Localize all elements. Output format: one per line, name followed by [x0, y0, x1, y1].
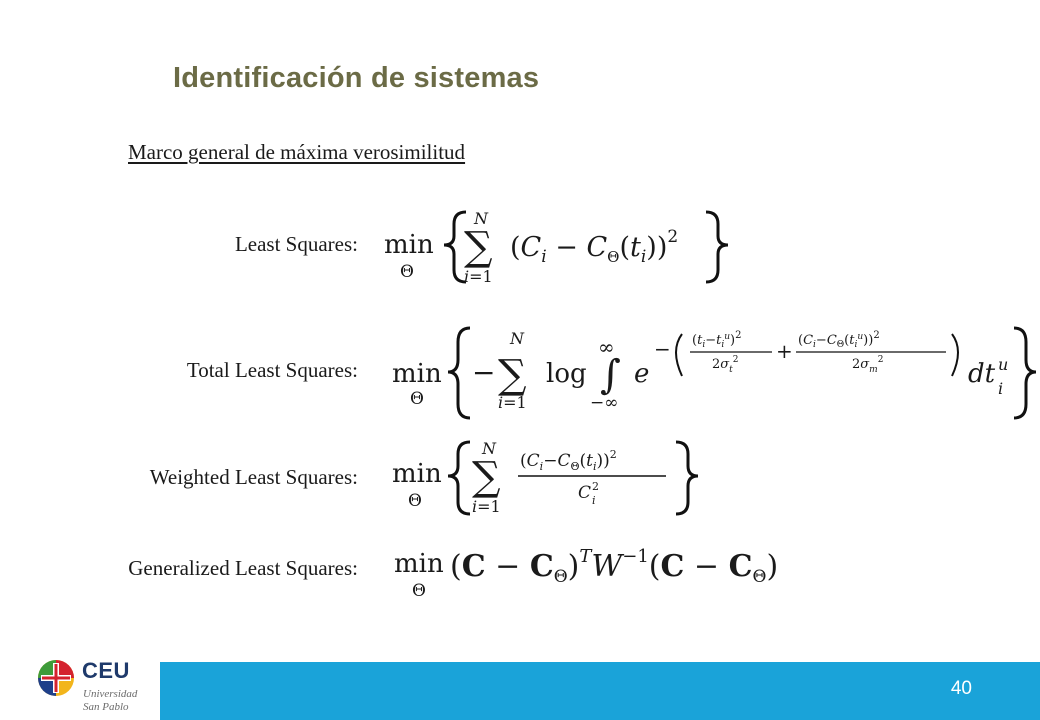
- svg-text:−: −: [472, 356, 496, 389]
- svg-text:(C − CΘ)TW−1(C − CΘ): $(C - C_\Theta)^TW^{-1}(C - C_\Theta)$: [450, 546, 779, 587]
- svg-text:min: min: [392, 459, 442, 489]
- svg-text:log: log: [546, 359, 587, 389]
- weighted-least-squares-formula: [390, 434, 710, 524]
- svg-text:Θ: Θ: [412, 581, 426, 601]
- svg-text:i=1: i=1: [472, 497, 501, 516]
- least-squares-label: Least Squares:: [234, 232, 358, 256]
- logo-line-1: Universidad: [83, 688, 138, 700]
- svg-text:−: −: [654, 337, 671, 361]
- svg-text:∑: ∑: [498, 352, 527, 398]
- slide-title: Identificación de sistemas: [173, 62, 540, 94]
- svg-text:Θ: Θ: [408, 491, 422, 511]
- svg-text:min: min: [394, 549, 444, 579]
- svg-text:i=1: i=1: [498, 393, 527, 412]
- footer-bar: [160, 662, 1040, 720]
- logo-name: CEU: [82, 658, 130, 683]
- generalized-least-squares-formula: [390, 538, 820, 604]
- svg-text:∑: ∑: [472, 454, 501, 500]
- svg-text:N: N: [474, 209, 488, 228]
- svg-text:∞: ∞: [598, 335, 615, 359]
- svg-text:∫: ∫: [600, 352, 621, 398]
- svg-text:∑: ∑: [464, 224, 493, 270]
- svg-text:min: min: [384, 230, 434, 260]
- svg-text:i: i: [998, 379, 1004, 398]
- svg-text:N: N: [510, 329, 524, 348]
- svg-text:min: min: [392, 359, 442, 389]
- logo-line-2: San Pablo: [83, 701, 129, 713]
- svg-text:C: C: [578, 483, 592, 503]
- svg-text:dt: dt: [968, 359, 996, 389]
- svg-text:Θ: Θ: [410, 389, 424, 409]
- svg-text:Θ: Θ: [400, 262, 414, 282]
- svg-text:−∞: −∞: [590, 393, 619, 413]
- svg-text:2σt2: $2\sigma_t^2$: [712, 355, 739, 375]
- svg-text:(Ci−CΘ(ti))2: $(C_i-C_\Theta(t_i))^2$: [520, 448, 617, 473]
- svg-text:2: 2: [592, 480, 599, 493]
- svg-text:(Ci − CΘ(ti))2: $(C_i - C_\Theta(t_i))^2$: [510, 227, 679, 267]
- ceu-logo: [36, 658, 146, 716]
- slide-subtitle: Marco general de máxima verosimilitud: [128, 140, 466, 164]
- svg-text:(Ci−CΘ(tiu))2: $(C_i-C_\Theta(t_i^u))^2$: [798, 330, 880, 350]
- svg-text:2σm2: $2\sigma_m^2$: [852, 355, 884, 375]
- least-squares-formula: [378, 200, 738, 290]
- total-least-squares-label: Total Least Squares:: [186, 358, 358, 382]
- svg-text:i=1: i=1: [464, 267, 493, 286]
- svg-text:i: i: [592, 494, 596, 507]
- svg-text:(ti−tiu)2: $(t_i-t_i^u)^2$: [692, 330, 742, 350]
- ceu-emblem-icon: [36, 658, 76, 698]
- svg-text:N: N: [482, 439, 496, 458]
- page-number: 40: [950, 678, 972, 699]
- svg-text:u: u: [998, 355, 1009, 374]
- svg-text:+: +: [776, 339, 793, 363]
- total-least-squares-formula: [386, 320, 1038, 424]
- weighted-least-squares-label: Weighted Least Squares:: [149, 465, 358, 489]
- generalized-least-squares-label: Generalized Least Squares:: [128, 556, 358, 580]
- svg-text:e: e: [634, 359, 650, 389]
